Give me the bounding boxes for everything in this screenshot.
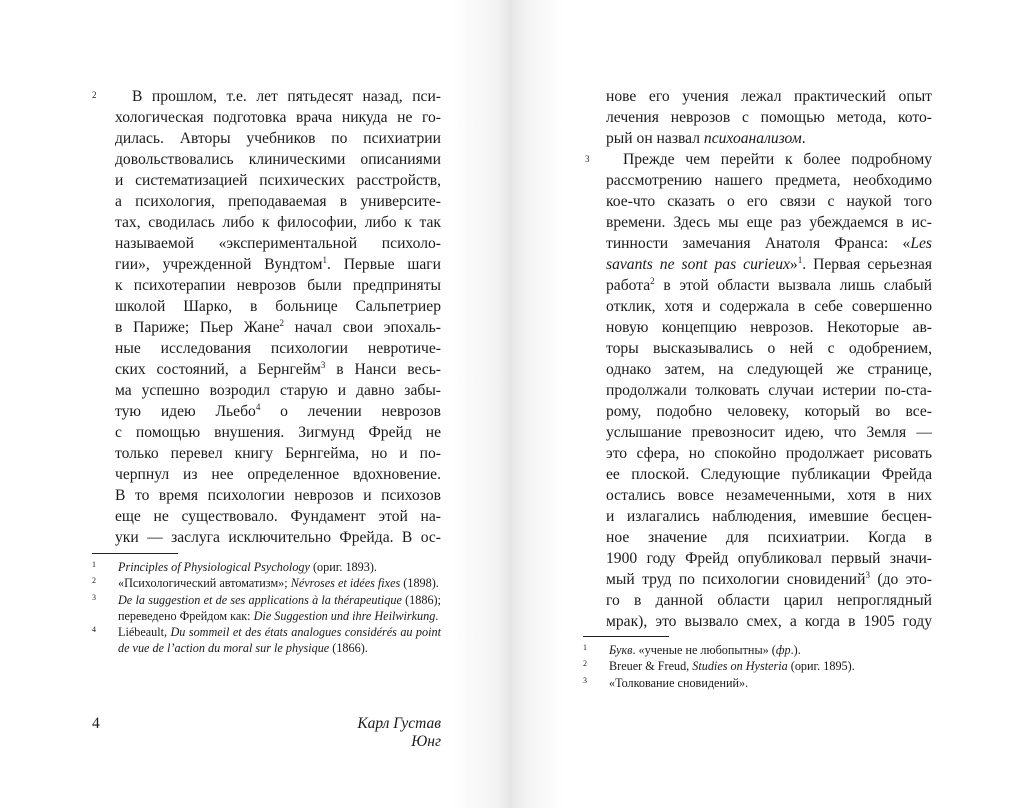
- italic-text: фр: [775, 643, 791, 657]
- italic-text: психоанализом: [703, 130, 802, 147]
- text-line: [606, 233, 932, 254]
- text-run: и излагались наблюдения, имевшие бесцен-: [606, 508, 932, 525]
- text-run: о лечении неврозов: [260, 403, 442, 420]
- text-line: [115, 275, 441, 296]
- text-line: [606, 422, 932, 443]
- text-line: [606, 191, 932, 212]
- footnote-number: 4: [92, 625, 96, 635]
- text-run: отклик, хотя и содержала в себе совершенно: [606, 298, 932, 315]
- text-line: [606, 86, 932, 107]
- text-line: [115, 464, 441, 485]
- text-run: а психология, преподаваемая в университе-: [115, 193, 441, 210]
- text-run: уки — заслуга исключительно Фрейда. В ос-: [115, 529, 441, 546]
- text-line: [606, 485, 932, 506]
- footnote-number: 1: [92, 560, 96, 569]
- text-line: [606, 569, 932, 590]
- text-run: ма успешно возродил старую и давно забы-: [115, 382, 441, 399]
- body-text: [606, 86, 932, 632]
- text-run: (ориг. 1893).: [309, 560, 377, 574]
- text-run: дилась. Авторы учебников по психиатрии: [115, 130, 441, 147]
- text-line: [606, 317, 932, 338]
- text-line: [606, 611, 932, 632]
- text-line: [115, 191, 441, 212]
- footnote: [92, 624, 441, 657]
- text-line: [115, 128, 441, 149]
- text-run: ских состояний, а Бернгейм: [115, 361, 321, 378]
- footnote-ref: 3: [320, 360, 326, 370]
- footnote: [583, 642, 932, 658]
- footnote: [583, 675, 932, 691]
- text-line: [606, 170, 932, 191]
- text-run: к психотерапии неврозов были предприняты: [115, 277, 441, 294]
- footnote: [583, 658, 932, 674]
- text-run: в Париже; Пьер Жане: [115, 319, 280, 336]
- italic-text: Du sommeil et des états analogues considérés au point de vue de l’action du moral sur le physique: [118, 625, 441, 656]
- text-line: [115, 233, 441, 254]
- text-run: продолжали толковать случаи истерии по-ста-: [606, 382, 932, 399]
- text-run: однако затем, на следующей же странице,: [606, 361, 932, 378]
- text-run: (ориг. 1895).: [787, 659, 855, 674]
- footnotes: [583, 642, 932, 691]
- text-run: Прежде чем перейти к более подробному: [623, 151, 932, 168]
- text-run: лечения неврозов с помощью метода, кото-: [606, 109, 932, 126]
- italic-text: Les: [910, 235, 932, 252]
- text-run: . «ученые не любопытны» (: [632, 643, 776, 657]
- text-run: го в данной области царил непроглядный: [606, 592, 932, 609]
- body-text: [115, 86, 441, 548]
- text-run: только перевел книгу Бернгейма, но и по-: [115, 445, 441, 462]
- text-run: школой Шарко, в больнице Сальпетриер: [115, 298, 441, 315]
- text-run: рому, подобно человеку, который во все-: [606, 403, 932, 420]
- italic-text: De la suggestion et de ses applications à la thérapeutique: [118, 592, 402, 607]
- text-run: довольствовались клиническими описаниями: [115, 151, 441, 168]
- text-line: [115, 212, 441, 233]
- text-run: (1866).: [329, 641, 368, 656]
- text-line: [606, 212, 932, 233]
- text-line: [606, 338, 932, 359]
- text-line: [606, 401, 932, 422]
- text-line: [115, 254, 441, 275]
- footnote-number: 3: [92, 592, 96, 602]
- text-run: услышание превозносит идею, что Земля —: [606, 424, 932, 441]
- text-line: [606, 275, 932, 296]
- footnote-ref: 1: [322, 255, 328, 265]
- text-run: »: [789, 256, 798, 273]
- footnote-number: 2: [92, 576, 96, 586]
- text-line: [606, 128, 932, 149]
- text-run: Liébeault,: [118, 625, 171, 640]
- text-line: [115, 506, 441, 527]
- text-run: .: [801, 130, 806, 147]
- text-line: [115, 422, 441, 443]
- text-run: тую идею Льебо: [115, 403, 256, 420]
- text-run: ее плоской. Следующие публикации Фрейда: [606, 466, 932, 483]
- text-line: [606, 590, 932, 611]
- text-line: [606, 506, 932, 527]
- footnotes: [92, 559, 441, 657]
- footnote-ref: 2: [279, 318, 285, 328]
- right-page: [512, 0, 1024, 808]
- italic-text: Studies on Hysteria: [692, 659, 788, 674]
- footnote-number: 1: [583, 643, 587, 652]
- footnote-ref: 1: [797, 255, 803, 265]
- text-run: кое-что сказать о его связи с наукой того: [606, 193, 932, 210]
- text-line: [115, 296, 441, 317]
- text-line: [606, 359, 932, 380]
- text-line: [115, 86, 441, 107]
- footnote-number: 2: [583, 659, 587, 669]
- text-run: . Первая серьезная: [802, 256, 932, 273]
- text-run: ные исследования психологии невротиче-: [115, 340, 441, 357]
- text-run: начал свои эпохаль-: [284, 319, 441, 336]
- text-line: [115, 359, 441, 380]
- text-run: называемой «экспериментальной психоло-: [115, 235, 441, 252]
- text-run: (1898).: [400, 576, 439, 591]
- paragraph-number: 2: [92, 90, 97, 100]
- text-run: в Нанси весь-: [325, 361, 441, 378]
- footnote: [92, 559, 441, 575]
- text-run: 1900 году Фрейд опубликовал первый значи-: [606, 550, 932, 567]
- footnote-ref: 3: [865, 570, 870, 580]
- text-line: [115, 338, 441, 359]
- italic-text: Principles of Physiological Psychology: [118, 560, 310, 574]
- footnote-ref: 4: [255, 402, 261, 412]
- footnote-number: 3: [583, 675, 587, 685]
- text-run: В то время психологии неврозов и психозов: [115, 487, 441, 504]
- text-run: (до это-: [869, 571, 932, 588]
- text-line: [115, 380, 441, 401]
- italic-text: Névroses et idées fixes: [290, 576, 401, 591]
- text-run: с помощью внушения. Зигмунд Фрейд не: [115, 424, 441, 441]
- text-line: [606, 254, 932, 275]
- running-head: Карл Густав Юнг: [357, 715, 441, 750]
- text-run: черпнул из нее определенное вдохновение.: [115, 466, 441, 483]
- text-line: [606, 380, 932, 401]
- text-run: рассмотрению нашего предмета, необходимо: [606, 172, 932, 189]
- italic-text: Die Suggestion und ihre Heilwirkung: [253, 608, 436, 623]
- text-run: тинности замечания Анатоля Франса: «: [606, 235, 911, 252]
- text-line: [606, 464, 932, 485]
- text-run: еще не существовало. Фундамент этой на-: [115, 508, 441, 525]
- text-run: новую концепцию неврозов. Некоторые ав-: [606, 319, 932, 336]
- text-run: остались вовсе незамеченными, хотя в них: [606, 487, 932, 504]
- text-run: В прошлом, т.е. лет пятьдесят назад, пси-: [132, 88, 441, 105]
- text-run: хологическая подготовка врача никуда не го-: [115, 109, 441, 126]
- page-number: 4: [92, 715, 100, 732]
- footnote: [92, 592, 441, 625]
- text-run: «Психологический автоматизм»;: [118, 576, 291, 591]
- text-run: «Толкование сновидений».: [609, 675, 749, 690]
- footnote-rule: [583, 636, 669, 637]
- text-run: работа: [606, 277, 651, 294]
- italic-text: Букв: [609, 643, 633, 657]
- text-run: тах, сводилась либо к философии, либо к так: [115, 214, 441, 231]
- footnote-ref: 2: [650, 276, 655, 286]
- text-line: [115, 149, 441, 170]
- text-line: [115, 527, 441, 548]
- italic-text: savants ne sont pas curieux: [606, 256, 790, 273]
- text-run: мрак), это вызвало смех, а когда в 1905 году: [606, 613, 932, 630]
- text-line: [606, 527, 932, 548]
- text-line: [606, 443, 932, 464]
- text-line: [115, 317, 441, 338]
- footnote-rule: [92, 553, 178, 554]
- footnote: [92, 575, 441, 591]
- text-line: [606, 149, 932, 170]
- text-run: (1886); переведено Фрейдом как:: [118, 592, 441, 623]
- text-line: [115, 170, 441, 191]
- text-run: . Первые шаги: [327, 256, 441, 273]
- text-run: Breuer & Freud,: [609, 659, 693, 674]
- text-run: .: [435, 608, 439, 623]
- paragraph-number: 3: [585, 154, 590, 164]
- text-run: .).: [790, 643, 801, 657]
- text-line: [606, 296, 932, 317]
- text-line: [606, 548, 932, 569]
- text-run: мый труд по психологии сновидений: [606, 571, 866, 588]
- text-line: [115, 401, 441, 422]
- text-run: гии», учрежденной Вундтом: [115, 256, 323, 273]
- text-line: [115, 485, 441, 506]
- text-run: это сфера, но спокойно продолжает рисовать: [606, 445, 932, 462]
- text-run: в этой области вызвала лишь слабый: [654, 277, 932, 294]
- text-run: и систематизацией психических расстройств,: [115, 172, 441, 189]
- text-line: [115, 107, 441, 128]
- text-line: [115, 443, 441, 464]
- text-line: [606, 107, 932, 128]
- text-run: рый он назвал: [606, 130, 704, 147]
- text-run: торы высказывались о ней с одобрением,: [606, 340, 932, 357]
- text-run: ное значение для психиатрии. Когда в: [606, 529, 932, 546]
- text-run: времени. Здесь мы еще раз убеждаемся в ис-: [606, 214, 932, 231]
- text-run: нове его учения лежал практический опыт: [606, 88, 932, 105]
